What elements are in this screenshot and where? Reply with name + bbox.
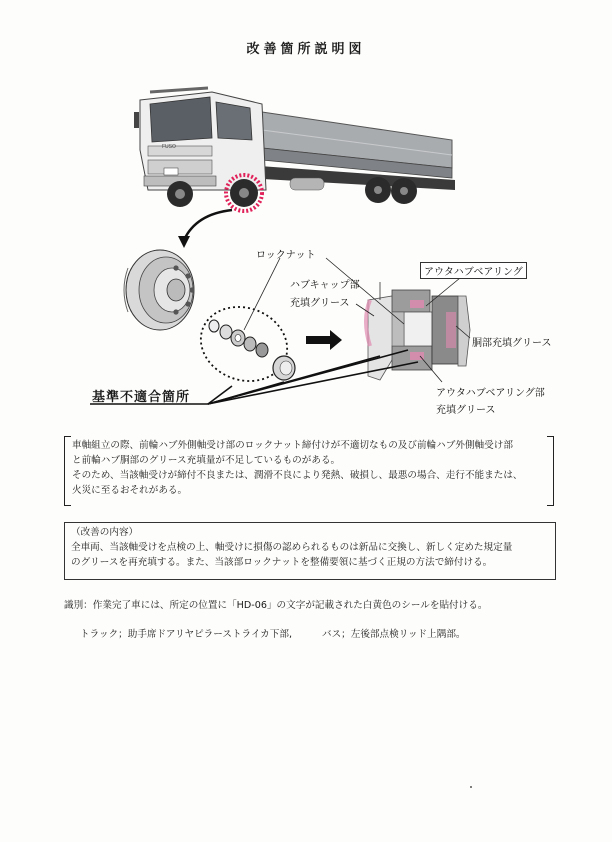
truck-badge: FUSO [162, 144, 176, 150]
label-outer-bearing-grease-2: 充填グリース [436, 405, 496, 416]
bracket-right [547, 436, 554, 506]
exploded-parts [190, 258, 297, 393]
hub-section-view [366, 282, 470, 380]
label-lock-nut: ロックナット [256, 250, 316, 261]
description-line: 車軸組立の際、前輪ハブ外側軸受け部のロックナット締付けが不適切なもの及び前輪ハブ外側軸受け部 [72, 440, 513, 451]
scan-speck [470, 786, 472, 788]
improvement-box [64, 522, 556, 580]
truck-illustration [134, 88, 455, 211]
label-hub-cap-grease-2: 充填グリース [290, 298, 350, 309]
seal-location [80, 626, 466, 640]
nonconforming-label: 基準不適合箇所 [92, 390, 191, 405]
location-truck: トラック；助手席ドアリヤピラーストライカ下部, [80, 629, 292, 640]
page-title: 改善箇所説明図 [246, 42, 366, 57]
label-hub-cap-grease-1: ハブキャップ部 [290, 280, 360, 291]
identification-text: 識別：作業完了車には、所定の位置に「HD-06」の文字が記載された白黄色のシールを貼付ける。 [64, 600, 488, 611]
improvement-heading: （改善の内容） [71, 527, 139, 538]
improvement-line: 全車両、当該軸受けを点検の上、軸受けに損傷の認められるものは新品に交換し、新しく定めた規定量 [71, 542, 513, 553]
description-line: 火災に至るおそれがある。 [72, 485, 188, 496]
description-line: そのため、当該軸受けが締付不良または、潤滑不良により発熱、破損し、最悪の場合、走行不能または、 [72, 470, 523, 481]
front-hub-illustration [124, 250, 195, 330]
label-outer-bearing-grease-1: アウタハブベアリング部 [436, 388, 545, 399]
location-bus: バス；左後部点検リッド上隅部。 [322, 629, 466, 640]
label-outer-hub-bearing: アウタハブベアリング [420, 262, 527, 279]
description-line: と前輪ハブ胴部のグリース充填量が不足しているものがある。 [72, 455, 341, 466]
bracket-left [64, 436, 71, 506]
label-body-grease: 胴部充填グリース [472, 338, 552, 349]
improvement-line: のグリースを再充填する。また、当該部ロックナットを整備要領に基づく正規の方法で締付ける。 [71, 557, 493, 568]
defect-description [64, 436, 554, 506]
